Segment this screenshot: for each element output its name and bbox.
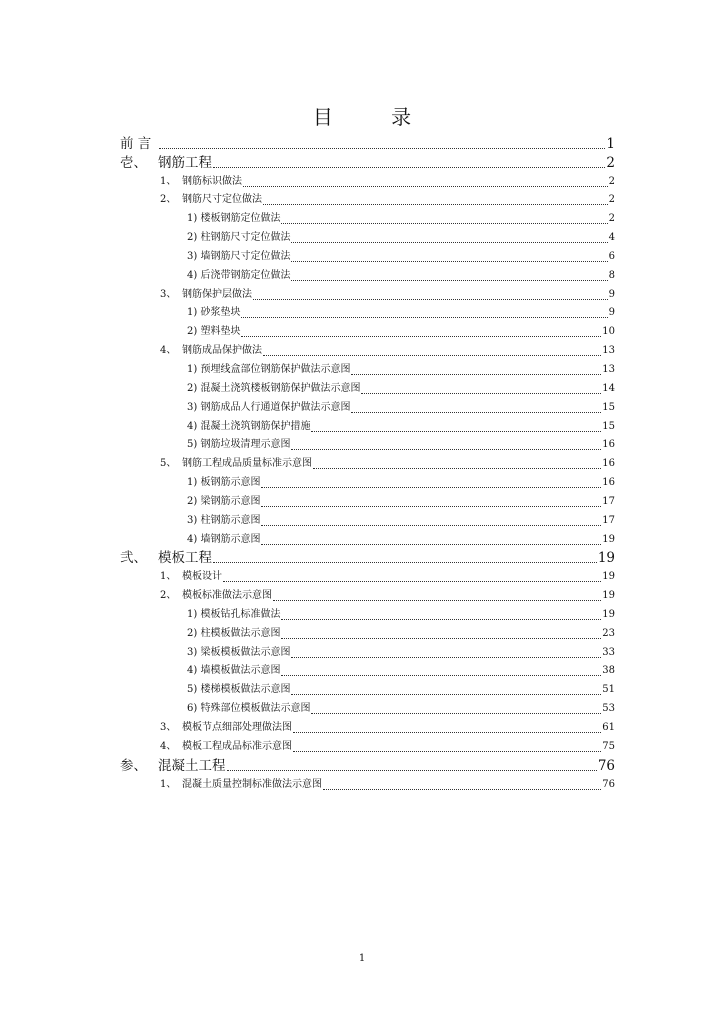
toc-entry-page: 38 — [602, 665, 615, 677]
toc-entry-text: 2) 柱钢筋尺寸定位做法 — [187, 232, 291, 244]
toc-entry[interactable] — [120, 529, 615, 548]
toc-leader-dots — [291, 242, 607, 243]
toc-leader-dots — [281, 223, 607, 224]
toc-entry-text: 4) 墙钢筋示意图 — [187, 533, 261, 545]
toc-entry-page: 76 — [602, 778, 615, 790]
toc-entry-label — [187, 663, 280, 679]
toc-entry-page: 17 — [602, 495, 615, 507]
toc-entry[interactable] — [120, 774, 615, 793]
toc-leader-dots — [223, 581, 601, 582]
toc-entry[interactable] — [120, 642, 615, 661]
toc-entry-text: 3) 墙钢筋尺寸定位做法 — [187, 250, 291, 262]
toc-entry[interactable] — [120, 453, 615, 472]
toc-entry-page: 15 — [602, 420, 615, 432]
toc-entry-label — [120, 550, 212, 566]
toc-entry-text: 模板标准做法示意图 — [182, 590, 272, 602]
toc-entry-text: 6) 特殊部位模板做法示意图 — [187, 703, 311, 715]
toc-entry[interactable] — [120, 397, 615, 416]
toc-entry-number: 弐、 — [120, 550, 147, 567]
toc-entry-label — [187, 513, 260, 529]
toc-entry[interactable] — [120, 717, 615, 736]
toc-entry-page: 75 — [602, 740, 615, 752]
toc-entry-page: 76 — [597, 757, 615, 774]
toc-entry-number: 4、 — [160, 345, 177, 357]
toc-entry[interactable] — [120, 265, 615, 284]
toc-entry-text: 混凝土质量控制标准做法示意图 — [182, 778, 322, 790]
toc-entry-text: 模板工程 — [158, 550, 212, 567]
toc-leader-dots — [241, 336, 601, 337]
toc-entry-label — [187, 532, 260, 548]
toc-leader-dots — [281, 619, 601, 620]
toc-entry-text: 混凝土工程 — [158, 757, 226, 774]
toc-entry-page: 2 — [608, 194, 615, 206]
toc-entry[interactable] — [120, 548, 615, 567]
toc-entry-text: 1) 预埋线盒部位钢筋保护做法示意图 — [187, 363, 351, 375]
toc-entry[interactable] — [120, 566, 615, 585]
toc-leader-dots — [241, 317, 607, 318]
toc-leader-dots — [311, 713, 601, 714]
toc-entry-label — [187, 701, 310, 717]
toc-leader-dots — [159, 148, 605, 149]
toc-entry-page: 16 — [602, 439, 615, 451]
toc-entry-page: 13 — [602, 345, 615, 357]
toc-entry-label — [160, 777, 322, 793]
toc-entry-text: 钢筋成品保护做法 — [182, 345, 262, 357]
toc-entry-label — [187, 682, 290, 698]
toc-entry-text: 4) 混凝土浇筑钢筋保护措施 — [187, 420, 311, 432]
toc-entry-label — [187, 249, 290, 265]
toc-entry-number: 4、 — [160, 740, 177, 752]
toc-leader-dots — [291, 694, 601, 695]
toc-entry[interactable] — [120, 246, 615, 265]
toc-entry[interactable] — [120, 171, 615, 190]
toc-entry[interactable] — [120, 227, 615, 246]
toc-entry[interactable] — [120, 359, 615, 378]
toc-leader-dots — [261, 487, 601, 488]
toc-entry-page: 4 — [608, 232, 615, 244]
toc-entry-page: 6 — [608, 250, 615, 262]
toc-leader-dots — [261, 506, 601, 507]
toc-entry-text: 模板工程成品标准示意图 — [182, 740, 292, 752]
toc-entry-label — [187, 362, 350, 378]
toc-leader-dots — [263, 204, 608, 205]
toc-entry-label — [187, 494, 260, 510]
toc-entry-label — [160, 174, 242, 190]
toc-entry-label — [187, 645, 290, 661]
toc-entry-number: 1、 — [160, 778, 177, 790]
toc-entry-number: 2、 — [160, 194, 177, 206]
toc-entry-text: 钢筋尺寸定位做法 — [182, 194, 262, 206]
toc-entry-page: 8 — [608, 269, 615, 281]
table-of-contents — [120, 133, 615, 793]
toc-entry-page: 9 — [608, 288, 615, 300]
toc-entry-page: 1 — [606, 135, 615, 152]
toc-entry[interactable] — [120, 190, 615, 209]
toc-entry-text: 模板设计 — [182, 571, 222, 583]
toc-leader-dots — [261, 525, 601, 526]
toc-entry[interactable] — [120, 736, 615, 755]
toc-entry-page: 2 — [608, 213, 615, 225]
toc-entry[interactable] — [120, 378, 615, 397]
toc-entry-text: 钢筋标识做法 — [182, 175, 242, 187]
toc-entry-label — [160, 739, 292, 755]
toc-leader-dots — [293, 732, 601, 733]
toc-entry[interactable] — [120, 303, 615, 322]
toc-leader-dots — [253, 299, 608, 300]
toc-leader-dots — [291, 280, 607, 281]
toc-entry-page: 23 — [602, 627, 615, 639]
toc-entry[interactable] — [120, 604, 615, 623]
toc-entry-text: 2) 混凝土浇筑楼板钢筋保护做法示意图 — [187, 382, 361, 394]
toc-entry-label — [160, 720, 292, 736]
toc-entry-text: 钢筋工程 — [158, 154, 212, 171]
toc-entry-label — [160, 287, 252, 303]
toc-entry[interactable] — [120, 208, 615, 227]
toc-leader-dots — [311, 431, 601, 432]
toc-entry-text: 2) 塑料垫块 — [187, 326, 241, 338]
toc-entry-page: 16 — [602, 477, 615, 489]
toc-entry[interactable] — [120, 585, 615, 604]
toc-entry-page: 19 — [602, 533, 615, 545]
toc-entry[interactable] — [120, 510, 615, 529]
toc-entry-text: 3) 柱钢筋示意图 — [187, 514, 261, 526]
toc-entry-page: 2 — [608, 175, 615, 187]
toc-entry-text: 4) 墙模板做法示意图 — [187, 665, 281, 677]
toc-leader-dots — [351, 374, 601, 375]
toc-entry-text: 4) 后浇带钢筋定位做法 — [187, 269, 291, 281]
toc-entry-page: 51 — [602, 684, 615, 696]
toc-entry-text: 钢筋保护层做法 — [182, 288, 252, 300]
toc-entry[interactable] — [120, 133, 615, 152]
toc-entry-text: 2) 梁钢筋示意图 — [187, 495, 261, 507]
toc-entry[interactable] — [120, 661, 615, 680]
toc-leader-dots — [243, 186, 608, 187]
toc-entry[interactable] — [120, 491, 615, 510]
toc-entry-page: 33 — [602, 646, 615, 658]
toc-entry-label — [187, 211, 280, 227]
toc-entry-label — [120, 155, 212, 171]
toc-entry-label — [160, 343, 262, 359]
toc-leader-dots — [361, 393, 601, 394]
toc-entry-label — [120, 758, 226, 774]
toc-entry[interactable] — [120, 416, 615, 435]
toc-leader-dots — [273, 600, 601, 601]
toc-entry-text: 钢筋工程成品质量标准示意图 — [182, 458, 312, 470]
toc-entry-label — [187, 230, 290, 246]
toc-entry-text: 5) 钢筋垃圾清理示意图 — [187, 439, 291, 451]
toc-entry-page: 19 — [597, 550, 615, 567]
toc-entry-number: 3、 — [160, 288, 177, 300]
toc-entry-text: 1) 模板钻孔标准做法 — [187, 608, 281, 620]
toc-leader-dots — [291, 261, 607, 262]
toc-entry-label — [187, 400, 350, 416]
toc-entry-label — [187, 419, 310, 435]
toc-entry-text: 1) 板钢筋示意图 — [187, 477, 261, 489]
toc-entry-label — [120, 136, 158, 152]
toc-entry-label — [187, 475, 260, 491]
toc-entry-label — [187, 437, 290, 453]
toc-leader-dots — [227, 770, 597, 771]
toc-entry-page: 15 — [602, 401, 615, 413]
toc-entry[interactable] — [120, 152, 615, 171]
toc-entry-text: 1) 楼板钢筋定位做法 — [187, 213, 281, 225]
toc-leader-dots — [213, 562, 597, 563]
toc-entry-page: 19 — [602, 608, 615, 620]
toc-entry-page: 10 — [602, 326, 615, 338]
toc-entry-page: 13 — [602, 363, 615, 375]
toc-entry-number: 前 言 — [120, 135, 152, 152]
toc-entry-page: 53 — [602, 703, 615, 715]
toc-entry-text: 5) 楼梯模板做法示意图 — [187, 684, 291, 696]
page-number: 1 — [358, 953, 366, 964]
toc-entry-number: 1、 — [160, 175, 177, 187]
toc-entry-label — [187, 305, 240, 321]
toc-entry-label — [187, 324, 240, 340]
toc-entry[interactable] — [120, 284, 615, 303]
toc-entry-page: 61 — [602, 722, 615, 733]
toc-entry[interactable] — [120, 679, 615, 698]
toc-entry[interactable] — [120, 340, 615, 359]
toc-entry-label — [160, 569, 222, 585]
toc-entry-label — [187, 626, 280, 642]
toc-entry-label — [187, 268, 290, 284]
toc-entry[interactable] — [120, 755, 615, 774]
toc-leader-dots — [261, 544, 601, 545]
toc-leader-dots — [351, 412, 601, 413]
toc-leader-dots — [263, 355, 601, 356]
toc-entry-page: 14 — [602, 382, 615, 394]
toc-entry-page: 9 — [608, 307, 615, 319]
toc-entry-text: 模板节点细部处理做法图 — [182, 722, 292, 733]
toc-entry-text: 3) 钢筋成品人行通道保护做法示意图 — [187, 401, 351, 413]
toc-leader-dots — [291, 449, 601, 450]
toc-leader-dots — [281, 675, 601, 676]
toc-entry-page: 19 — [602, 571, 615, 583]
toc-entry-number: 1、 — [160, 571, 177, 583]
toc-leader-dots — [213, 167, 605, 168]
toc-entry-label — [160, 456, 312, 472]
toc-entry-text: 2) 柱模板做法示意图 — [187, 627, 281, 639]
toc-leader-dots — [291, 657, 601, 658]
toc-entry-number: 参、 — [120, 757, 147, 774]
toc-leader-dots — [293, 751, 601, 752]
toc-leader-dots — [323, 789, 601, 790]
toc-entry-page: 2 — [606, 154, 615, 171]
toc-entry[interactable] — [120, 698, 615, 717]
toc-entry-number: 5、 — [160, 458, 177, 470]
toc-entry-text: 3) 梁板模板做法示意图 — [187, 646, 291, 658]
toc-entry-label — [187, 381, 360, 397]
toc-entry-number: 2、 — [160, 590, 177, 602]
toc-entry[interactable] — [120, 435, 615, 454]
toc-leader-dots — [281, 638, 601, 639]
page-title: 目 录 — [312, 105, 438, 129]
toc-entry-page: 17 — [602, 514, 615, 526]
toc-entry-page: 19 — [602, 590, 615, 602]
toc-entry[interactable] — [120, 321, 615, 340]
toc-entry-label — [187, 607, 280, 623]
toc-entry-label — [160, 588, 272, 604]
toc-entry-number: 壱、 — [120, 154, 147, 171]
toc-entry-number: 3、 — [160, 722, 177, 733]
toc-leader-dots — [313, 468, 601, 469]
toc-entry-page: 16 — [602, 458, 615, 470]
toc-entry-label — [160, 192, 262, 208]
toc-entry[interactable] — [120, 623, 615, 642]
toc-entry[interactable] — [120, 472, 615, 491]
toc-entry-text: 1) 砂浆垫块 — [187, 307, 241, 319]
